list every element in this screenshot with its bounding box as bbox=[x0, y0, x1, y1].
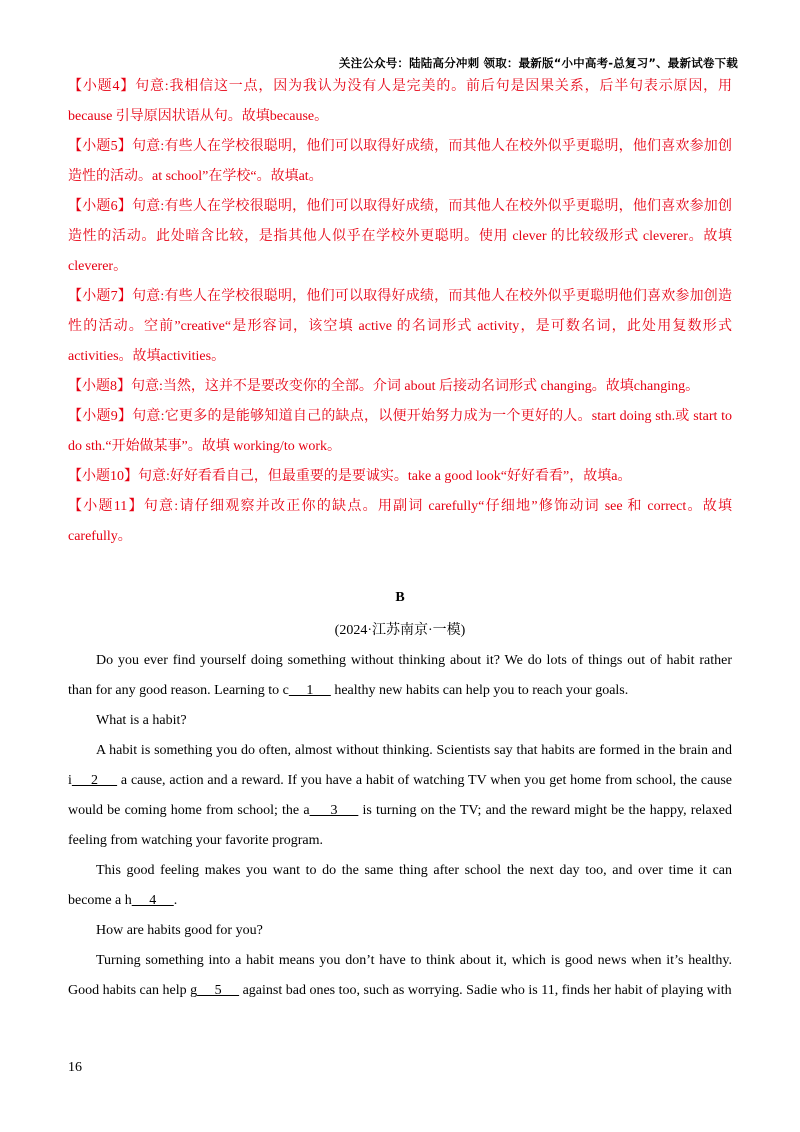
blank-1: 1 bbox=[288, 683, 331, 698]
answer-item-9: 【小题9】句意:它更多的是能够知道自己的缺点，以便开始努力成为一个更好的人。start doing sth.或 start to do sth.“开始做某事”。故填 working/to work。 bbox=[68, 409, 732, 454]
answer-item-7: 【小题7】句意:有些人在学校很聪明，他们可以取得好成绩，而其他人在校外似乎更聪明他们喜欢参加创造性的活动。空前”creative“是形容词，该空填 active 的名词形式 activity，是可数名词，此处用复数形式activities。故填activities。 bbox=[68, 289, 732, 364]
passage-paragraph-4 bbox=[68, 946, 732, 1006]
paragraph-text: Do you ever find yourself doing something without thinking about it? We do lots of things out of habit rather than for any good reason. Learning to c bbox=[68, 653, 732, 698]
blank-3: 3 bbox=[309, 803, 359, 818]
blank-5: 5 bbox=[197, 983, 240, 998]
passage bbox=[68, 646, 732, 1006]
paragraph-text: healthy new habits can help you to reach your goals. bbox=[330, 683, 629, 698]
paragraph-text: a cause, action and a reward. If you have a habit of watching TV when you get home from school, the cause would be coming home from school; the a bbox=[68, 773, 733, 818]
answer-explanations bbox=[68, 72, 732, 552]
blank-2: 2 bbox=[71, 773, 118, 788]
page-number: 16 bbox=[68, 1060, 82, 1075]
passage-subheading-2: How are habits good for you? bbox=[96, 923, 263, 938]
paragraph-text: Turning something into a habit means you don’t have to think about it, which is good news when it’s healthy. Good habits can help g bbox=[68, 953, 732, 998]
passage-paragraph-1 bbox=[68, 646, 732, 706]
paragraph-text: against bad ones too, such as worrying. Sadie who is 11, finds her habit of playing with bbox=[239, 983, 732, 998]
answer-item-11: 【小题11】句意:请仔细观察并改正你的缺点。用副词 carefully“仔细地”修饰动词 see 和 correct。故填carefully。 bbox=[68, 499, 732, 544]
paragraph-text: A habit is something you do often, almost without thinking. Scientists say that habits are formed in the brain and i bbox=[68, 743, 732, 788]
paragraph-text: is turning on the TV; and the reward might be the happy, relaxed feeling from watching your favorite program. bbox=[68, 803, 732, 848]
page-header: 关注公众号：陆陆高分冲刺 领取：最新版“小中高考-总复习”、最新试卷下载 bbox=[338, 56, 738, 70]
paragraph-text: This good feeling makes you want to do the same thing after school the next day too, and over time it can become a h bbox=[68, 863, 732, 908]
answer-item-5: 【小题5】句意:有些人在学校很聪明，他们可以取得好成绩，而其他人在校外似乎更聪明，他们喜欢参加创造性的活动。at school”在学校“。故填at。 bbox=[68, 139, 732, 184]
blank-4: 4 bbox=[131, 893, 174, 908]
answer-item-6: 【小题6】句意:有些人在学校很聪明，他们可以取得好成绩，而其他人在校外似乎更聪明，他们喜欢参加创造性的活动。此处暗含比较，是指其他人似乎在学校外更聪明。使用 clever 的比较级形式 cleverer。故填cleverer。 bbox=[68, 199, 732, 274]
paragraph-text: . bbox=[173, 893, 178, 908]
passage-paragraph-2 bbox=[68, 736, 732, 856]
section-source: (2024·江苏南京·一模) bbox=[334, 623, 466, 638]
answer-item-8: 【小题8】句意:当然，这并不是要改变你的全部。介词 about 后接动名词形式 changing。故填changing。 bbox=[68, 379, 700, 394]
answer-item-10: 【小题10】句意:好好看看自己，但最重要的是要诚实。take a good look“好好看看”，故填a。 bbox=[68, 469, 632, 484]
passage-subheading-1: What is a habit? bbox=[96, 713, 187, 728]
passage-paragraph-3 bbox=[68, 856, 732, 916]
answer-item-4: 【小题4】句意:我相信这一点，因为我认为没有人是完美的。前后句是因果关系，后半句表示原因，用because 引导原因状语从句。故填because。 bbox=[68, 79, 732, 124]
section-title: B bbox=[395, 590, 405, 605]
